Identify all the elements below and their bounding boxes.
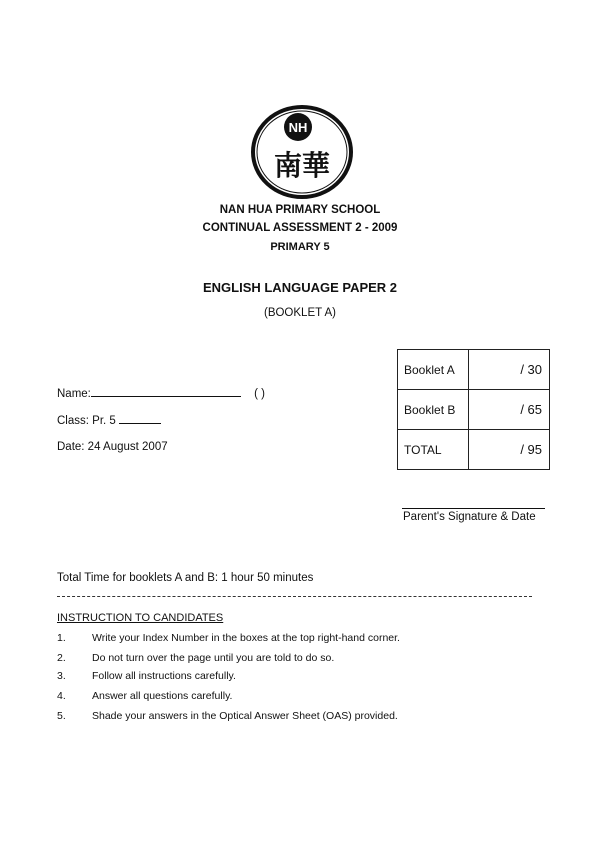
table-row	[398, 430, 550, 470]
class-field	[57, 415, 161, 427]
name-line	[91, 396, 241, 397]
table-row	[398, 350, 550, 390]
name-field	[57, 388, 265, 400]
signature-line	[402, 508, 545, 509]
date-field: Date: 24 August 2007	[57, 441, 168, 453]
item-text: Do not turn over the page until you are told to do so.	[92, 652, 335, 664]
assessment-title: CONTINUAL ASSESSMENT 2 - 2009	[202, 222, 398, 234]
class-label: Class: Pr. 5	[57, 415, 116, 427]
name-label: Name:	[57, 388, 91, 400]
school-logo	[250, 103, 354, 199]
score-label: Booklet B	[398, 390, 469, 430]
score-value: / 95	[469, 430, 550, 470]
item-text: Write your Index Number in the boxes at the top right-hand corner.	[92, 632, 400, 644]
booklet-label: (BOOKLET A)	[263, 307, 336, 319]
logo-chinese-characters: 南華	[273, 149, 331, 182]
class-line	[119, 423, 161, 424]
item-text: Shade your answers in the Optical Answer Sheet (OAS) provided.	[92, 710, 398, 722]
score-table	[397, 349, 550, 470]
score-label: TOTAL	[398, 430, 469, 470]
index-parens: ( )	[254, 388, 265, 400]
logo-initials: NH	[288, 120, 308, 135]
level: PRIMARY 5	[270, 241, 330, 253]
instructions-heading: INSTRUCTION TO CANDIDATES	[57, 612, 224, 624]
item-number: 3.	[57, 670, 66, 682]
table-row	[398, 390, 550, 430]
total-time: Total Time for booklets A and B: 1 hour 50 minutes	[57, 572, 314, 584]
school-name: NAN HUA PRIMARY SCHOOL	[219, 204, 381, 216]
score-value: / 30	[469, 350, 550, 390]
paper-title: ENGLISH LANGUAGE PAPER 2	[202, 280, 398, 295]
item-text: Answer all questions carefully.	[92, 690, 233, 702]
score-value: / 65	[469, 390, 550, 430]
score-label: Booklet A	[398, 350, 469, 390]
divider	[57, 596, 532, 597]
item-number: 5.	[57, 710, 66, 722]
item-number: 4.	[57, 690, 66, 702]
item-number: 2.	[57, 652, 66, 664]
item-text: Follow all instructions carefully.	[92, 670, 236, 682]
item-number: 1.	[57, 632, 66, 644]
signature-label: Parent's Signature & Date	[403, 511, 536, 523]
